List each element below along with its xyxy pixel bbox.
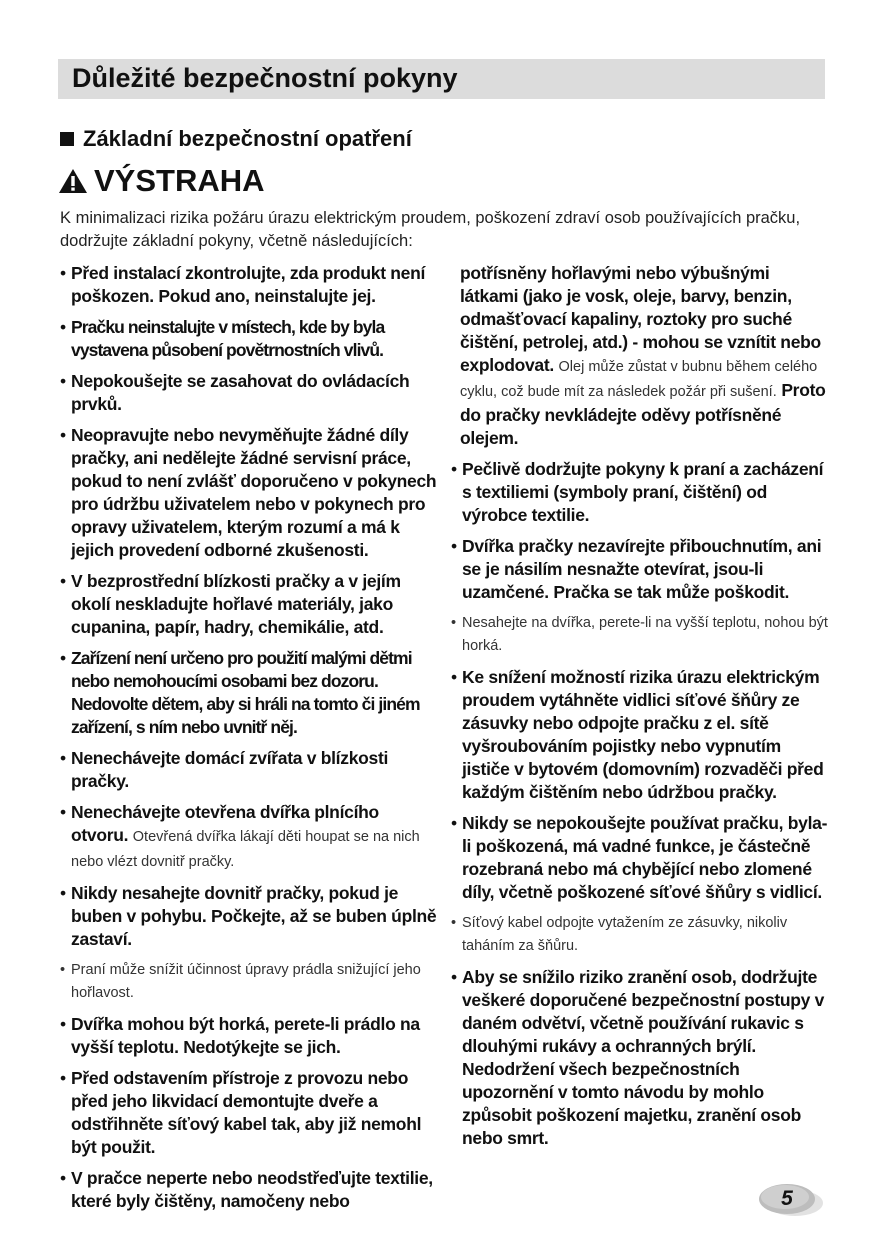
- list-item: • Dvířka pračky nezavírejte přibouchnutím, ani se je násilím nesnažte otevírat, jsou-li uzamčené. Pračka se tak může poškodit.: [451, 535, 829, 604]
- list-item-bold-text: Nenechávejte otevřena dvířka plnícího otvoru.: [71, 802, 379, 845]
- list-item: • Síťový kabel odpojte vytažením ze zásuvky, nikoliv taháním za šňůru.: [451, 912, 829, 958]
- list-item: • Nepokoušejte se zasahovat do ovládacích prvků.: [60, 370, 438, 416]
- right-column: [451, 262, 829, 1158]
- warning-triangle-icon: [58, 168, 88, 194]
- list-item: • Před odstavením přístroje z provozu nebo před jeho likvidací demontujte dveře a odstřihněte síťový kabel tak, aby již nemohl být použit.: [60, 1067, 438, 1159]
- page-number-badge: [758, 1182, 824, 1218]
- left-column: [60, 262, 438, 1221]
- warning-title: VÝSTRAHA: [94, 163, 265, 198]
- page-title: Důležité bezpečnostní pokyny: [72, 63, 458, 93]
- list-item-note: Olej může zůstat v bubnu během celého cyklu, což bude mít za následek požár při sušení.: [460, 359, 818, 400]
- list-item-bold-text: potřísněny hořlavými nebo výbušnými látkami (jako je vosk, oleje, barvy, benzin, odmašťovací kapaliny, roztoky pro suché čištění, petrolej, atd.) - mohou se vznítit nebo explodovat.: [460, 263, 821, 375]
- list-item: • Před instalací zkontrolujte, zda produkt není poškozen. Pokud ano, neinstalujte jej.: [60, 262, 438, 308]
- list-item: • Pečlivě dodržujte pokyny k praní a zacházení s textiliemi (symboly praní, čištění) od výrobce textilie.: [451, 458, 829, 527]
- section-heading: [60, 126, 412, 152]
- list-item: • V pračce neperte nebo neodstřeďujte textilie, které byly čištěny, namočeny nebo: [60, 1167, 438, 1213]
- list-item-bold-text: Proto do pračky nevkládejte oděvy potřísněné olejem.: [460, 380, 826, 448]
- list-item: • Zařízení není určeno pro použití malými dětmi nebo nemohoucími osobami bez dozoru. Nedovolte dětem, aby si hráli na tomto či jiném zařízení, s ním nebo uvnitř něj.: [60, 647, 438, 739]
- section-title: Základní bezpečnostní opatření: [83, 126, 412, 151]
- warning-heading: [58, 163, 265, 199]
- list-item: • Pračku neinstalujte v místech, kde by byla vystavena působení povětrnostních vlivů.: [60, 316, 438, 362]
- list-item: • Dvířka mohou být horká, perete-li prádlo na vyšší teplotu. Nedotýkejte se jich.: [60, 1013, 438, 1059]
- list-item: • Praní může snížit účinnost úpravy prádla snižující jeho hořlavost.: [60, 959, 438, 1005]
- list-item: • Ke snížení možností rizika úrazu elektrickým proudem vytáhněte vidlici síťové šňůry ze zásuvky nebo odpojte pračku z el. sítě vyšroubováním pojistky nebo vypnutím jističe v bytovém (domovním) rozvaděči před každým čištěním nebo údržbou pračky.: [451, 666, 829, 804]
- header-bar: [58, 59, 825, 99]
- list-item: • Nikdy nesahejte dovnitř pračky, pokud je buben v pohybu. Počkejte, až se buben úplně zastaví.: [60, 882, 438, 951]
- list-item: • Nesahejte na dvířka, perete-li na vyšší teplotu, nohou být horká.: [451, 612, 829, 658]
- list-item: • Nikdy se nepokoušejte používat pračku, byla-li poškozená, má vadné funkce, je částečně rozebraná nebo má chybějící nebo zlomené díly, včetně poškozené síťové šňůry s vidlicí.: [451, 812, 829, 904]
- warning-intro: K minimalizaci rizika požáru úrazu elektrickým proudem, poškození zdraví osob používajících pračku, dodržujte základní pokyny, včetně následujících:: [60, 209, 801, 250]
- list-item-continued: [451, 262, 829, 450]
- list-item: • Nenechávejte domácí zvířata v blízkosti pračky.: [60, 747, 438, 793]
- list-item: • V bezprostřední blízkosti pračky a v jejím okolí neskladujte hořlavé materiály, jako cupanina, papír, hadry, chemikálie, atd.: [60, 570, 438, 639]
- list-item: • Neopravujte nebo nevyměňujte žádné díly pračky, ani nedělejte žádné servisní práce, pokud to není zvlášť doporučeno v pokynech pro údržbu uživatelem nebo v pokynech pro opravy uživatelem, kterým rozumí a má k jejich provedení odborné zkušenosti.: [60, 424, 438, 562]
- list-item-note: Otevřená dvířka lákají děti houpat se na nich nebo vlézt dovnitř pračky.: [71, 829, 420, 870]
- list-item: [60, 801, 438, 874]
- square-bullet-icon: [60, 132, 74, 146]
- page-number: 5: [781, 1187, 793, 1210]
- list-item: • Aby se snížilo riziko zranění osob, dodržujte veškeré doporučené bezpečnostní postupy v daném odvětví, včetně používání rukavic s dlouhými rukávy a ochranných brýlí. Nedodržení všech bezpečnostních upozornění v tomto návodu by mohlo způsobit poškození majetku, zranění osob nebo smrt.: [451, 966, 829, 1150]
